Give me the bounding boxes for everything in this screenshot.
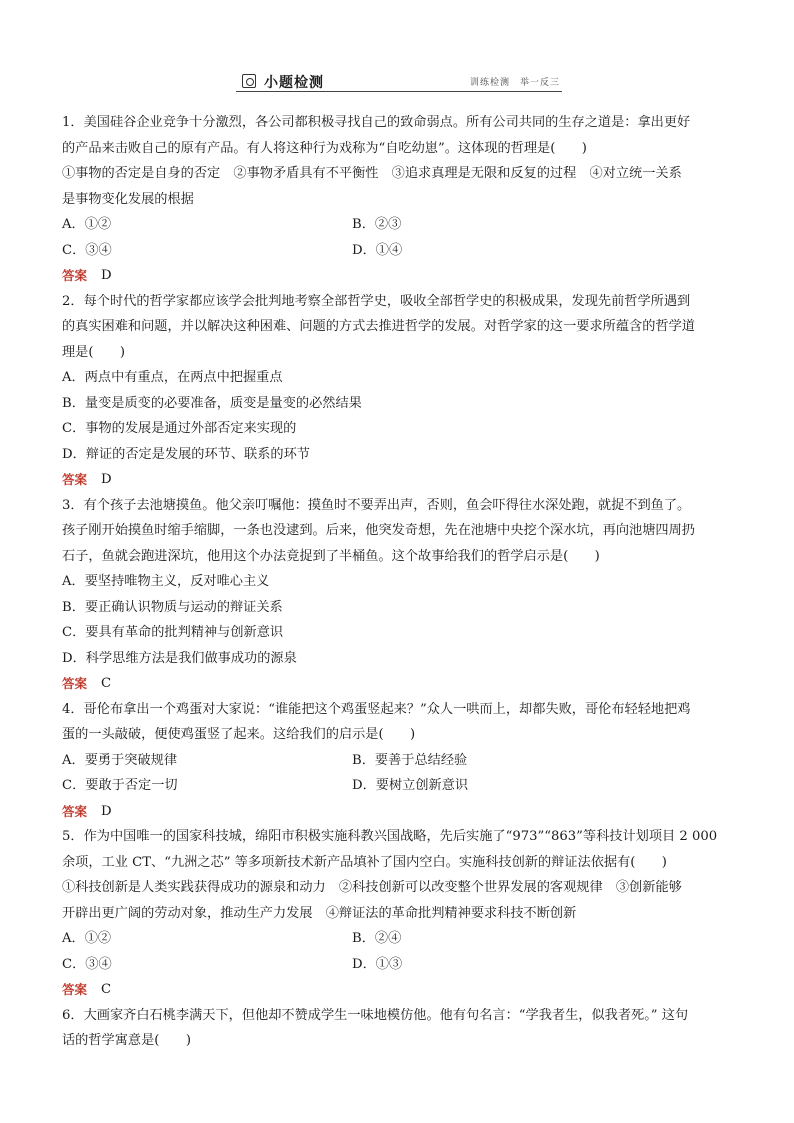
option-a: A．两点中有重点，在两点中把握重点 bbox=[62, 370, 283, 385]
answer-label: 答案 bbox=[62, 982, 88, 997]
answer-value: D bbox=[101, 803, 112, 819]
option-d: D．辩证的否定是发展的环节、联系的环节 bbox=[62, 446, 310, 462]
options-row bbox=[62, 952, 738, 978]
option-d: D．要树立创新意识 bbox=[352, 778, 469, 793]
section-header bbox=[236, 72, 562, 92]
question-line: 蛋的一头敲破，便使鸡蛋竖了起来。这给我们的启示是( ) bbox=[62, 727, 416, 742]
answer-line bbox=[62, 977, 738, 1003]
option-b: B．②④ bbox=[352, 931, 402, 946]
option-c: C．事物的发展是通过外部否定来实现的 bbox=[62, 421, 297, 436]
question-line: 4．哥伦布拿出一个鸡蛋对大家说：“谁能把这个鸡蛋竖起来？”众人一哄而上，却都失败，哥伦布轻轻地把鸡 bbox=[62, 701, 691, 717]
options-row bbox=[62, 212, 738, 238]
question-3 bbox=[62, 493, 738, 697]
question-line: 2．每个时代的哲学家都应该学会批判地考察全部哲学史，吸收全部哲学史的积极成果，发现先前哲学所遇到 bbox=[62, 293, 691, 309]
answer-line bbox=[62, 671, 738, 697]
option-c: C．要具有革命的批判精神与创新意识 bbox=[62, 625, 284, 640]
question-5 bbox=[62, 824, 738, 1003]
question-line: 石子，鱼就会跑进深坑，他用这个办法竟捉到了半桶鱼。这个故事给我们的哲学启示是( ) bbox=[62, 548, 600, 564]
option-a: A．①② bbox=[62, 217, 112, 232]
question-list bbox=[62, 110, 738, 1054]
option-c: C．③④ bbox=[62, 956, 112, 972]
question-1 bbox=[62, 110, 738, 289]
option-c: C．③④ bbox=[62, 242, 112, 258]
options-row bbox=[62, 238, 738, 264]
option-b: B．要善于总结经验 bbox=[352, 752, 468, 768]
answer-line bbox=[62, 467, 738, 493]
question-line: 的真实困难和问题，并以解决这种困难、问题的方式去推进哲学的发展。对哲学家的这一要求所蕴含的哲学道 bbox=[62, 319, 695, 334]
option-d: D．科学思维方法是我们做事成功的源泉 bbox=[62, 650, 297, 666]
option-a: A．要勇于突破规律 bbox=[62, 752, 178, 768]
answer-label: 答案 bbox=[62, 803, 88, 819]
question-line: 6．大画家齐白石桃李满天下，但他却不赞成学生一味地模仿他。他有句名言：“学我者生，似我者死。” 这句 bbox=[62, 1007, 689, 1023]
option-a: A．要坚持唯物主义，反对唯心主义 bbox=[62, 574, 270, 589]
question-2 bbox=[62, 289, 738, 493]
book-icon bbox=[242, 74, 256, 88]
question-line: 3．有个孩子去池塘摸鱼。他父亲叮嘱他：摸鱼时不要弄出声，否则，鱼会吓得往水深处跑，就捉不到鱼了。 bbox=[62, 497, 691, 513]
option-a: A．①② bbox=[62, 931, 112, 946]
answer-value: C bbox=[101, 982, 112, 997]
answer-label: 答案 bbox=[62, 676, 88, 691]
answer-value: C bbox=[101, 676, 112, 691]
question-line: 5．作为中国唯一的国家科技城，绵阳市积极实施科教兴国战略，先后实施了“973”“863”等科技计划项目 2 000 bbox=[62, 829, 718, 844]
section-subtitle: 训练检测 举一反三 bbox=[469, 78, 560, 88]
question-line: 孩子刚开始摸鱼时缩手缩脚，一条也没逮到。后来，他突发奇想，先在池塘中央挖个深水坑，再向池塘四周扔 bbox=[62, 523, 695, 538]
option-b: B．量变是质变的必要准备，质变是量变的必然结果 bbox=[62, 395, 362, 411]
question-line: 的产品来击败自己的原有产品。有人将这种行为戏称为“自吃幼崽”。这体现的哲理是( ) bbox=[62, 140, 587, 156]
options-row bbox=[62, 748, 738, 774]
answer-line bbox=[62, 263, 738, 289]
option-d: D．①③ bbox=[352, 956, 403, 972]
question-line: 1．美国硅谷企业竞争十分激烈，各公司都积极寻找自己的致命弱点。所有公司共同的生存之道是：拿出更好 bbox=[62, 115, 691, 130]
answer-line bbox=[62, 799, 738, 825]
options-row bbox=[62, 926, 738, 952]
question-line: ①科技创新是人类实践获得成功的源泉和动力 ②科技创新可以改变整个世界发展的客观规律 ③创新能够 bbox=[62, 880, 682, 895]
answer-value: D bbox=[101, 268, 112, 283]
options-row bbox=[62, 773, 738, 799]
header-rule bbox=[236, 91, 562, 92]
question-line: ①事物的否定是自身的否定 ②事物矛盾具有不平衡性 ③追求真理是无限和反复的过程 ④对立统一关系 bbox=[62, 166, 682, 181]
answer-value: D bbox=[101, 472, 112, 487]
question-line: 开辟出更广阔的劳动对象，推动生产力发展 ④辩证法的革命批判精神要求科技不断创新 bbox=[62, 905, 577, 921]
answer-label: 答案 bbox=[62, 268, 88, 283]
option-d: D．①④ bbox=[352, 242, 403, 258]
section-title: 小题检测 bbox=[264, 75, 324, 91]
option-b: B．②③ bbox=[352, 217, 402, 232]
question-4 bbox=[62, 697, 738, 825]
question-6 bbox=[62, 1003, 738, 1054]
question-line: 是事物变化发展的根据 bbox=[62, 191, 194, 207]
option-c: C．要敢于否定一切 bbox=[62, 778, 178, 793]
answer-label: 答案 bbox=[62, 472, 88, 487]
question-line: 理是( ) bbox=[62, 344, 126, 360]
question-line: 话的哲学寓意是( ) bbox=[62, 1033, 191, 1048]
question-line: 余项，工业 CT、“九洲之芯” 等多项新技术新产品填补了国内空白。实施科技创新的辩证法依据有( ) bbox=[62, 854, 667, 870]
option-b: B．要正确认识物质与运动的辩证关系 bbox=[62, 599, 283, 615]
